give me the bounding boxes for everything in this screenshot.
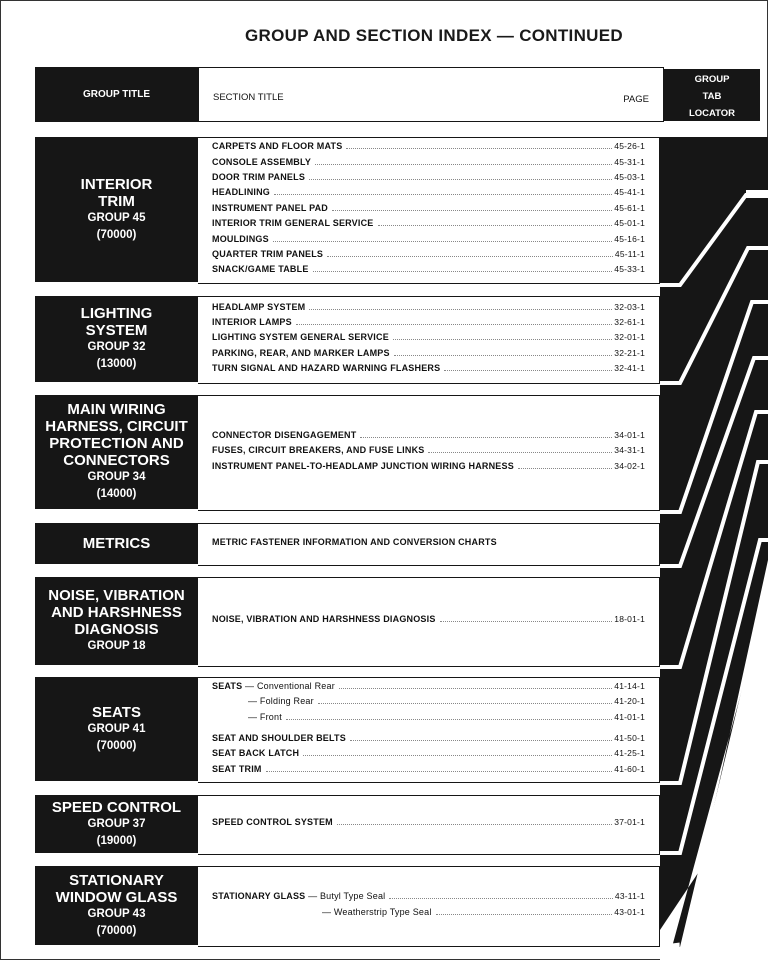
- section-title: SNACK/GAME TABLE: [212, 264, 309, 275]
- section-page: 41-60-1: [614, 763, 645, 774]
- group-code: (13000): [96, 358, 137, 370]
- section-row[interactable]: [198, 363, 659, 378]
- group-name: SYSTEM: [85, 322, 148, 339]
- section-page: 18-01-1: [614, 614, 645, 625]
- sections-seats: [198, 677, 660, 783]
- section-title: INSTRUMENT PANEL PAD: [212, 202, 329, 213]
- section-row[interactable]: [198, 614, 659, 629]
- section-page: 43-01-1: [614, 906, 645, 917]
- sections-lighting-system: [198, 296, 660, 384]
- section-page: 41-25-1: [614, 748, 645, 759]
- section-page: 32-21-1: [614, 347, 645, 358]
- section-row[interactable]: [198, 696, 659, 711]
- section-page: 32-01-1: [614, 332, 645, 343]
- section-row[interactable]: [198, 733, 659, 748]
- group-number: GROUP 34: [87, 471, 146, 483]
- section-row[interactable]: [198, 332, 659, 347]
- section-row[interactable]: [198, 218, 659, 233]
- section-title: SEATS: [212, 680, 243, 691]
- group-number: GROUP 45: [87, 211, 146, 224]
- group-number: GROUP 37: [87, 817, 146, 830]
- group-name: METRICS: [82, 535, 151, 552]
- section-subtitle: — Butyl Type Seal: [305, 891, 386, 902]
- section-subtitle: — Weatherstrip Type Seal: [322, 906, 432, 917]
- section-title: HEADLINING: [212, 187, 270, 198]
- section-title: LIGHTING SYSTEM GENERAL SERVICE: [212, 332, 389, 343]
- section-row[interactable]: [198, 317, 659, 332]
- section-subtitle: — Folding Rear: [248, 696, 314, 707]
- group-name: MAIN WIRING: [67, 401, 166, 418]
- sections-main-wiring: [198, 395, 660, 511]
- group-name: INTERIOR: [80, 175, 153, 193]
- section-page: 34-31-1: [614, 445, 645, 456]
- section-row[interactable]: [198, 461, 659, 476]
- section-page: 45-26-1: [614, 141, 645, 152]
- group-name: NOISE, VIBRATION: [48, 587, 185, 604]
- group-code: (70000): [96, 739, 137, 752]
- section-title: METRIC FASTENER INFORMATION AND CONVERSION CHARTS: [212, 536, 497, 547]
- section-title: SEAT BACK LATCH: [212, 748, 300, 759]
- group-seats: [35, 677, 198, 781]
- section-page: 43-11-1: [614, 891, 645, 902]
- locator-line: LOCATOR: [688, 108, 736, 119]
- section-title: FUSES, CIRCUIT BREAKERS, AND FUSE LINKS: [212, 445, 425, 456]
- section-page: 41-01-1: [614, 711, 645, 722]
- section-title: PARKING, REAR, AND MARKER LAMPS: [212, 347, 390, 358]
- group-name: DIAGNOSIS: [74, 621, 159, 638]
- group-number: GROUP 43: [87, 907, 146, 920]
- section-title: SEAT TRIM: [212, 763, 262, 774]
- group-name: CONNECTORS: [63, 452, 170, 469]
- section-title: HEADLAMP SYSTEM: [212, 301, 306, 312]
- group-name: AND HARSHNESS: [51, 604, 182, 621]
- section-title: QUARTER TRIM PANELS: [212, 248, 324, 259]
- section-title: DOOR TRIM PANELS: [212, 172, 306, 183]
- group-code: (14000): [96, 488, 137, 500]
- group-speed-control: [35, 795, 198, 853]
- locator-line: TAB: [702, 91, 722, 102]
- group-name: LIGHTING: [80, 305, 153, 322]
- section-page: 32-03-1: [614, 301, 645, 312]
- locator-line: GROUP: [694, 74, 730, 85]
- section-row[interactable]: [198, 348, 659, 363]
- section-title: CONNECTOR DISENGAGEMENT: [212, 429, 357, 440]
- section-row[interactable]: [198, 681, 659, 696]
- group-code: (19000): [96, 834, 137, 847]
- group-name: PROTECTION AND: [49, 435, 184, 452]
- group-lighting-system: [35, 296, 198, 382]
- section-row[interactable]: [198, 172, 659, 187]
- section-row[interactable]: [198, 203, 659, 218]
- section-title-label: SECTION TITLE: [213, 92, 284, 103]
- group-number: GROUP 41: [87, 722, 146, 735]
- section-page: 45-61-1: [614, 202, 645, 213]
- section-row[interactable]: [198, 907, 659, 922]
- section-title: CONSOLE ASSEMBLY: [212, 156, 312, 167]
- section-page: 45-33-1: [614, 264, 645, 275]
- section-page: 41-20-1: [614, 696, 645, 707]
- section-title: MOULDINGS: [212, 233, 269, 244]
- section-row[interactable]: [198, 445, 659, 460]
- section-subtitle: — Conventional Rear: [242, 680, 335, 691]
- section-page: 34-02-1: [614, 460, 645, 471]
- section-row[interactable]: [198, 141, 659, 156]
- section-page: 45-31-1: [614, 156, 645, 167]
- section-page: 41-14-1: [614, 680, 645, 691]
- group-name: HARNESS, CIRCUIT: [45, 418, 188, 435]
- section-title: SEAT AND SHOULDER BELTS: [212, 733, 346, 743]
- section-row[interactable]: [198, 157, 659, 172]
- group-number: GROUP 18: [87, 640, 146, 652]
- sections-noise-vibration-harshness: [198, 577, 660, 667]
- section-title: NOISE, VIBRATION AND HARSHNESS DIAGNOSIS: [212, 614, 436, 625]
- section-row[interactable]: [198, 764, 659, 779]
- section-title: INTERIOR TRIM GENERAL SERVICE: [212, 218, 374, 229]
- section-row[interactable]: [198, 234, 659, 249]
- section-page: 32-41-1: [614, 363, 645, 374]
- section-row[interactable]: [198, 891, 659, 906]
- section-row[interactable]: [198, 302, 659, 317]
- page-title: GROUP AND SECTION INDEX — CONTINUED: [245, 26, 623, 45]
- sections-metrics: [198, 523, 660, 566]
- page-label: PAGE: [623, 94, 649, 105]
- group-name: WINDOW GLASS: [55, 888, 178, 906]
- sections-stationary-window-glass: [198, 866, 660, 947]
- section-page: 34-01-1: [614, 429, 645, 440]
- section-page: 45-01-1: [614, 218, 645, 229]
- group-noise-vibration-harshness: [35, 577, 198, 665]
- section-row[interactable]: [198, 187, 659, 202]
- section-row[interactable]: [198, 817, 659, 832]
- section-page: 45-11-1: [614, 248, 645, 259]
- group-title-header: GROUP TITLE: [35, 67, 198, 122]
- sections-speed-control: [198, 795, 660, 855]
- group-code: (70000): [96, 924, 137, 937]
- section-page: 32-61-1: [614, 316, 645, 327]
- group-name: SEATS: [92, 703, 141, 721]
- section-title: CARPETS AND FLOOR MATS: [212, 141, 343, 152]
- section-page: 45-16-1: [614, 233, 645, 244]
- section-title: TURN SIGNAL AND HAZARD WARNING FLASHERS: [212, 363, 441, 374]
- section-title: INSTRUMENT PANEL-TO-HEADLAMP JUNCTION WIRING HARNESS: [212, 460, 514, 471]
- section-row[interactable]: [198, 712, 659, 727]
- group-code: (70000): [96, 228, 137, 241]
- group-number: GROUP 32: [87, 341, 146, 353]
- section-row[interactable]: [198, 537, 659, 552]
- group-stationary-window-glass: [35, 866, 198, 945]
- section-row[interactable]: [198, 264, 659, 279]
- group-metrics: [35, 523, 198, 564]
- section-title: SPEED CONTROL SYSTEM: [212, 817, 333, 828]
- section-page: 41-50-1: [614, 733, 645, 743]
- section-page: 45-03-1: [614, 172, 645, 183]
- sections-interior-trim: [198, 137, 660, 284]
- group-main-wiring: [35, 395, 198, 509]
- group-name: TRIM: [98, 192, 135, 210]
- section-page: 37-01-1: [614, 817, 645, 828]
- section-row[interactable]: [198, 430, 659, 445]
- section-row[interactable]: [198, 748, 659, 763]
- group-interior-trim: [35, 137, 198, 282]
- section-row[interactable]: [198, 249, 659, 264]
- section-page: 45-41-1: [614, 187, 645, 198]
- section-title: STATIONARY GLASS: [212, 891, 306, 902]
- section-title: INTERIOR LAMPS: [212, 316, 292, 327]
- section-subtitle: — Front: [248, 711, 282, 722]
- group-name: SPEED CONTROL: [51, 798, 182, 816]
- group-name: STATIONARY: [69, 871, 164, 889]
